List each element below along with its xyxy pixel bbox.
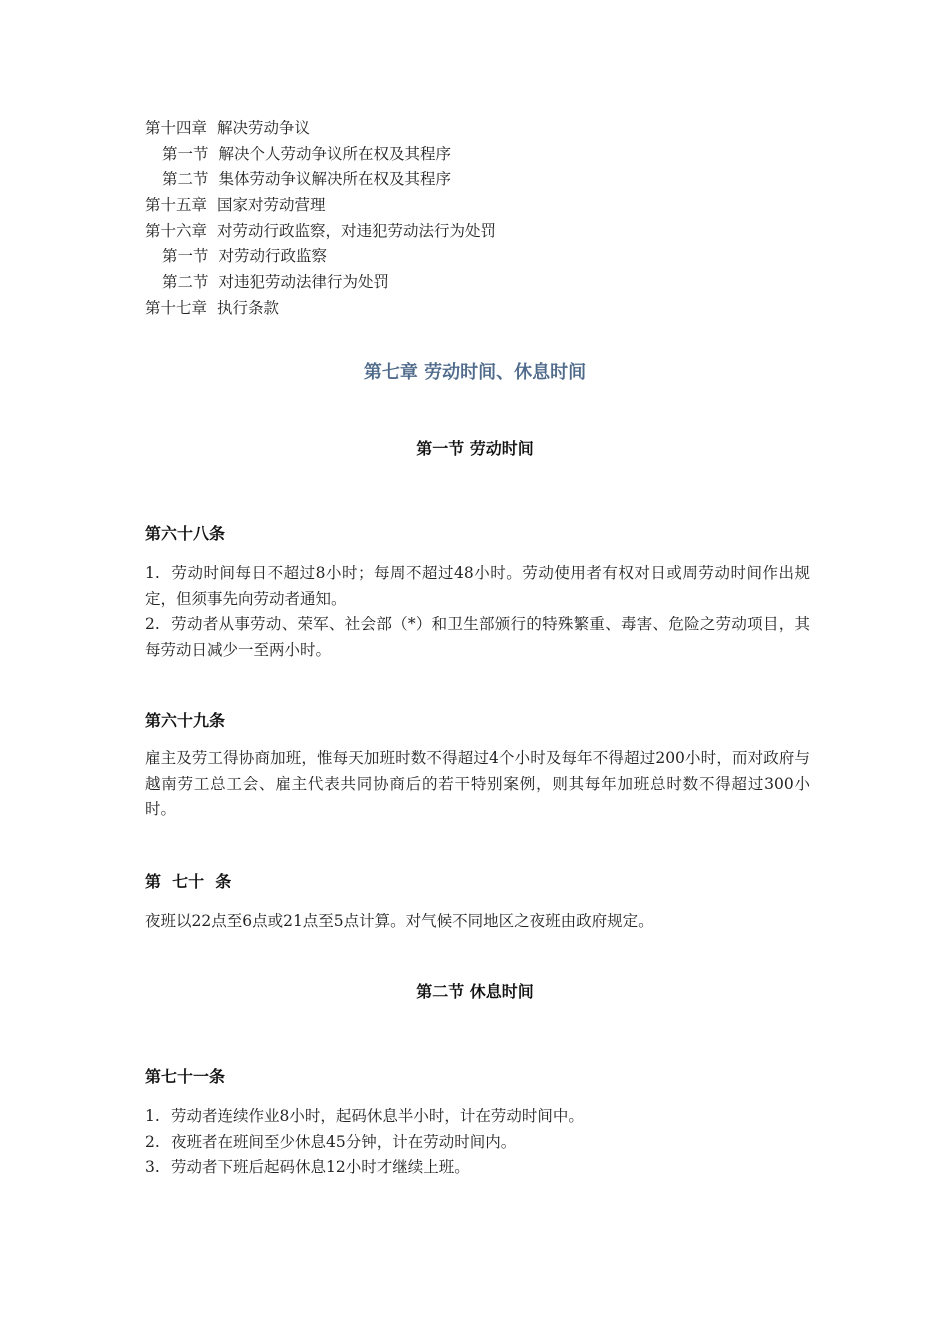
item-text: 劳动时间每日不超过8小时；每周不超过48小时。劳动使用者有权对日或周劳动时间作出规定，但须事先向劳动者通知。 xyxy=(145,564,810,608)
article-71-body xyxy=(145,1104,810,1181)
toc-number: 第十五章 xyxy=(145,196,208,215)
toc-line xyxy=(145,219,825,245)
toc-line xyxy=(145,193,825,219)
article-69-body xyxy=(145,746,810,823)
toc-number: 第二节 xyxy=(162,273,209,292)
article-71-title: 第七十一条 xyxy=(145,1067,226,1086)
toc-title: 对劳动行政监察 xyxy=(218,247,328,266)
toc-title: 解决个人劳动争议所在权及其程序 xyxy=(218,144,452,163)
article-70-title: 第 七十 条 xyxy=(145,872,232,891)
chapter-title: 第七章 劳动时间、休息时间 xyxy=(363,362,587,383)
toc-line xyxy=(145,296,825,322)
article-68-body xyxy=(145,561,810,663)
article-70-body xyxy=(145,909,810,935)
toc-number: 第十四章 xyxy=(145,119,208,137)
toc-title: 解决劳动争议 xyxy=(217,119,311,137)
list-item xyxy=(145,1104,810,1130)
list-item xyxy=(145,1155,810,1181)
section-title: 第二节 休息时间 xyxy=(416,982,534,1001)
item-text: 劳动者连续作业8小时，起码休息半小时，计在劳动时间中。 xyxy=(171,1107,584,1125)
toc-number: 第十六章 xyxy=(145,221,208,240)
item-number: 2. xyxy=(145,1132,160,1151)
toc-line xyxy=(145,142,825,168)
article-68-title: 第六十八条 xyxy=(145,524,226,543)
toc-number: 第二节 xyxy=(162,170,209,189)
toc-title: 国家对劳动营理 xyxy=(217,196,326,215)
paragraph: 雇主及劳工得协商加班，惟每天加班时数不得超过4个小时及每年不得超过200小时，而对政府与越南劳工总工会、雇主代表共同协商后的若干特别案例，则其每年加班总时数不得超过300小时。 xyxy=(145,749,810,818)
toc-title: 对违犯劳动法律行为处罚 xyxy=(218,273,390,292)
toc-title: 集体劳动争议解决所在权及其程序 xyxy=(218,170,452,189)
toc-title: 执行条款 xyxy=(217,298,280,317)
item-text: 劳动者下班后起码休息12小时才继续上班。 xyxy=(171,1158,470,1176)
item-text: 劳动者从事劳动、荣军、社会部（*）和卫生部颁行的特殊繁重、毒害、危险之劳动项目，其每劳动日减少一至两小时。 xyxy=(145,615,810,659)
list-item xyxy=(145,561,810,612)
toc-line xyxy=(145,167,825,193)
item-number: 3. xyxy=(145,1158,160,1176)
item-number: 1. xyxy=(145,1107,160,1125)
item-text: 夜班者在班间至少休息45分钟，计在劳动时间内。 xyxy=(171,1132,517,1151)
toc-line xyxy=(145,244,825,270)
toc-line xyxy=(145,116,825,142)
toc-number: 第十七章 xyxy=(145,298,208,317)
toc-title: 对劳动行政监察，对违犯劳动法行为处罚 xyxy=(217,221,497,240)
table-of-contents xyxy=(145,116,825,322)
item-number: 1. xyxy=(145,564,160,582)
list-item xyxy=(145,1130,810,1156)
list-item xyxy=(145,612,810,663)
article-69-title: 第六十九条 xyxy=(145,711,226,730)
section-title: 第一节 劳动时间 xyxy=(416,439,534,458)
paragraph: 夜班以22点至6点或21点至5点计算。对气候不同地区之夜班由政府规定。 xyxy=(145,912,654,930)
toc-number: 第一节 xyxy=(162,144,209,163)
toc-number: 第一节 xyxy=(162,247,209,266)
toc-line xyxy=(145,270,825,296)
item-number: 2. xyxy=(145,615,160,633)
